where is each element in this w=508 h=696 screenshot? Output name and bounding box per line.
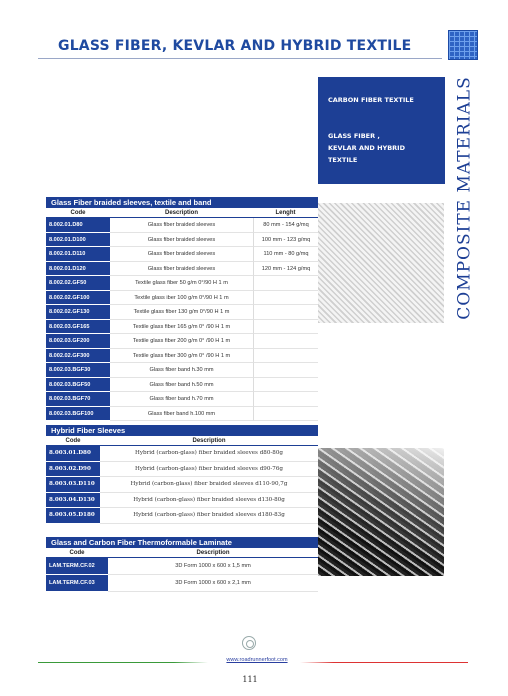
table-row	[46, 363, 318, 378]
product-code: 8.002.03.BGF50	[46, 378, 110, 393]
product-description: Hybrid (carbon-glass) fiber braided sleeves d130-80g	[100, 493, 318, 509]
product-code: 8.002.03.BGF70	[46, 392, 110, 407]
product-length	[253, 378, 318, 393]
product-code: 8.002.03.BGF30	[46, 363, 110, 378]
product-length	[253, 291, 318, 306]
product-description: Glass fiber braided sleeves	[110, 233, 253, 248]
product-code: 8.002.02.GF100	[46, 291, 110, 306]
product-code: 8.003.04.D130	[46, 493, 100, 509]
table-row	[46, 320, 318, 335]
table-row	[46, 508, 318, 524]
hybrid-sleeves-table	[46, 425, 318, 524]
product-description: Glass fiber braided sleeves	[110, 218, 253, 233]
laminate-table	[46, 537, 318, 592]
product-code: 8.002.01.D120	[46, 262, 110, 277]
product-code: 8.002.03.BGF100	[46, 407, 110, 422]
col-description: Description	[164, 210, 198, 216]
table-row	[46, 276, 318, 291]
product-description: Hybrid (carbon-glass) fiber braided sleeves d110-90,7g	[100, 477, 318, 493]
product-code: 8.002.03.GF200	[46, 334, 110, 349]
product-description: Glass fiber braided sleeves	[110, 247, 253, 262]
vertical-title	[450, 70, 480, 325]
table-title: Glass Fiber braided sleeves, textile and band	[46, 197, 318, 208]
product-description: Textile glass fiber 300 g/m 0° /90 H 1 m	[110, 349, 253, 364]
product-description: 3D Form 1000 x 600 x 2,1 mm	[108, 575, 318, 592]
table-row	[46, 477, 318, 493]
product-length: 120 mm - 124 g/mq	[253, 262, 318, 277]
table-row	[46, 558, 318, 575]
col-code: Code	[69, 550, 85, 556]
product-description: Glass fiber band h.50 mm	[110, 378, 253, 393]
product-code: LAM.TERM.CF.02	[46, 558, 108, 575]
product-length	[253, 349, 318, 364]
category-carbon[interactable]: CARBON FIBER TEXTILE	[328, 96, 414, 104]
hybrid-sleeve-image	[318, 448, 444, 576]
roadrunner-logo-icon	[242, 636, 256, 650]
product-length	[253, 334, 318, 349]
product-code: 8.002.01.D100	[46, 233, 110, 248]
product-length	[253, 392, 318, 407]
product-code: 8.003.05.D180	[46, 508, 100, 524]
glass-fiber-table	[46, 197, 318, 421]
vertical-title-text: COMPOSITE MATERIALS	[455, 75, 476, 320]
footer-rule-green	[38, 662, 208, 663]
table-row	[46, 378, 318, 393]
product-code: 8.003.03.D110	[46, 477, 100, 493]
table-row	[46, 334, 318, 349]
table-row	[46, 493, 318, 509]
table-header-row	[46, 436, 318, 446]
product-description: 3D Form 1000 x 600 x 1,5 mm	[108, 558, 318, 575]
product-code: 8.002.02.GF50	[46, 276, 110, 291]
product-length	[253, 320, 318, 335]
footer-rule-red	[300, 662, 468, 663]
product-length	[253, 407, 318, 422]
table-title: Hybrid Fiber Sleeves	[46, 425, 318, 436]
table-row	[46, 305, 318, 320]
col-description: Description	[192, 438, 226, 444]
table-title: Glass and Carbon Fiber Thermoformable Laminate	[46, 537, 318, 548]
table-header-row	[46, 208, 318, 218]
product-code: 8.002.01.D80	[46, 218, 110, 233]
category-box	[318, 77, 445, 184]
category-textile[interactable]: TEXTILE	[328, 156, 358, 164]
product-code: 8.002.02.GF300	[46, 349, 110, 364]
product-length: 110 mm - 80 g/mq	[253, 247, 318, 262]
table-row	[46, 446, 318, 462]
table-row	[46, 575, 318, 592]
col-description: Description	[196, 550, 230, 556]
table-header-row	[46, 548, 318, 558]
table-row	[46, 291, 318, 306]
product-description: Textile glass fiber 50 g/m 0°/90 H 1 m	[110, 276, 253, 291]
table-row	[46, 462, 318, 478]
product-length	[253, 305, 318, 320]
glass-fiber-weave-image	[318, 203, 444, 323]
product-description: Glass fiber band h.70 mm	[110, 392, 253, 407]
product-description: Textile glass fiber 200 g/m 0° /90 H 1 m	[110, 334, 253, 349]
product-description: Hybrid (carbon-glass) fiber braided sleeves d180-83g	[100, 508, 318, 524]
product-length	[253, 276, 318, 291]
product-description: Textile glass fiber 165 g/m 0° /90 H 1 m	[110, 320, 253, 335]
product-description: Textile glass iber 100 g/m 0°/90 H 1 m	[110, 291, 253, 306]
website-link[interactable]: www.roadrunnerfoot.com	[226, 657, 288, 663]
table-row	[46, 218, 318, 233]
table-row	[46, 407, 318, 422]
product-code: LAM.TERM.CF.03	[46, 575, 108, 592]
col-code: Code	[65, 438, 81, 444]
product-description: Textile glass fiber 130 g/m 0°/90 H 1 m	[110, 305, 253, 320]
table-row	[46, 262, 318, 277]
product-code: 8.003.01.D80	[46, 446, 100, 462]
grid-logo-icon	[448, 30, 478, 60]
table-row	[46, 392, 318, 407]
product-description: Glass fiber band h.30 mm	[110, 363, 253, 378]
product-code: 8.003.02.D90	[46, 462, 100, 478]
product-description: Hybrid (carbon-glass) fiber braided sleeves d80-80g	[100, 446, 318, 462]
col-length: Lenght	[275, 210, 296, 216]
product-description: Hybrid (carbon-glass) fiber braided sleeves d90-76g	[100, 462, 318, 478]
col-code: Code	[70, 210, 86, 216]
product-length: 100 mm - 123 g/mq	[253, 233, 318, 248]
title-rule	[38, 58, 442, 59]
category-kevlar[interactable]: KEVLAR AND HYBRID	[328, 144, 405, 152]
product-description: Glass fiber braided sleeves	[110, 262, 253, 277]
table-row	[46, 349, 318, 364]
product-description: Glass fiber band h.100 mm	[110, 407, 253, 422]
product-length	[253, 363, 318, 378]
product-length: 80 mm - 154 g/mq	[253, 218, 318, 233]
page-number: 111	[242, 675, 258, 684]
product-code: 8.002.03.GF165	[46, 320, 110, 335]
category-glass[interactable]: GLASS FIBER ,	[328, 132, 380, 140]
table-row	[46, 233, 318, 248]
page-title: GLASS FIBER, KEVLAR AND HYBRID TEXTILE	[58, 38, 412, 54]
product-code: 8.002.02.GF130	[46, 305, 110, 320]
table-row	[46, 247, 318, 262]
product-code: 8.002.01.D110	[46, 247, 110, 262]
